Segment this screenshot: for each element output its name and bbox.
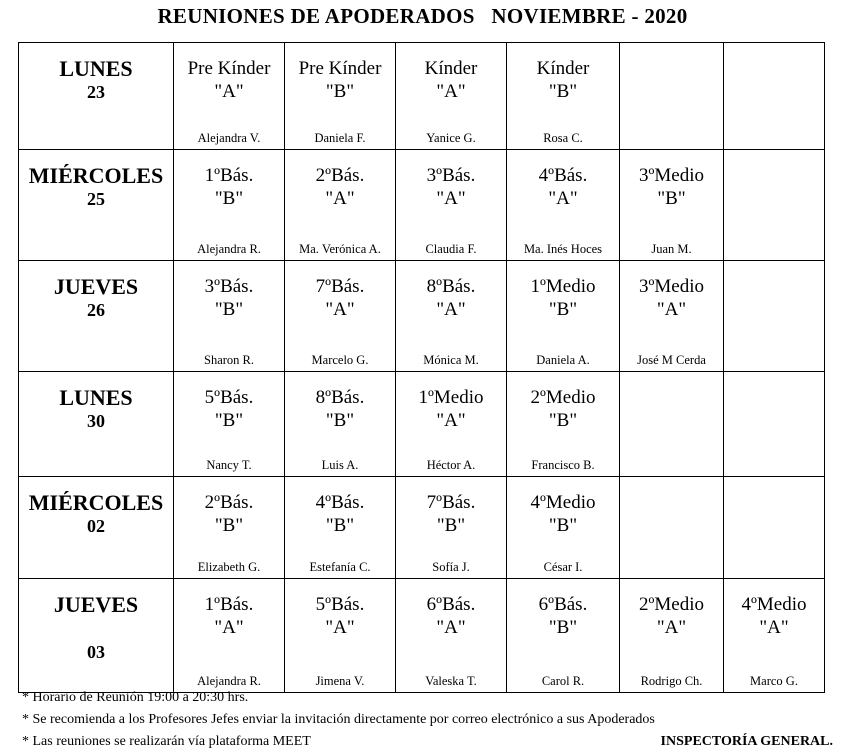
teacher-name: Sharon R.	[204, 353, 254, 367]
course-cell	[620, 372, 724, 477]
course-cell	[724, 150, 825, 261]
day-name: MIÉRCOLES	[28, 490, 164, 515]
course-name: 2ºMedio	[530, 387, 596, 408]
day-date: 26	[87, 300, 105, 320]
course-cell	[507, 579, 620, 693]
day-name: LUNES	[59, 56, 133, 81]
schedule-row	[19, 261, 825, 372]
course-section: "B"	[325, 410, 355, 431]
day-date: 03	[87, 642, 105, 662]
course-name: 6ºBás.	[538, 594, 588, 615]
course-cell	[396, 43, 507, 150]
day-date: 25	[87, 189, 105, 209]
day-cell	[19, 372, 174, 477]
course-section: "A"	[656, 299, 687, 320]
course-cell	[174, 150, 285, 261]
course-cell	[285, 372, 396, 477]
day-cell	[19, 579, 174, 693]
course-section: "A"	[325, 299, 355, 320]
teacher-name: Yanice G.	[426, 131, 476, 145]
course-section: "B"	[325, 515, 355, 536]
course-section: "A"	[759, 617, 789, 638]
course-section: "B"	[214, 515, 244, 536]
course-name: 5ºBás.	[204, 387, 254, 408]
teacher-name: César I.	[543, 560, 583, 574]
day-cell	[19, 150, 174, 261]
day-name: MIÉRCOLES	[28, 163, 164, 188]
course-cell	[285, 477, 396, 579]
course-section: "A"	[548, 188, 578, 209]
course-name: 4ºBás.	[315, 492, 365, 513]
teacher-name: Jimena V.	[315, 674, 365, 688]
teacher-name: Marco G.	[750, 674, 798, 688]
course-name: 5ºBás.	[315, 594, 365, 615]
teacher-name: Rodrigo Ch.	[640, 674, 703, 688]
course-cell	[174, 261, 285, 372]
course-cell	[620, 261, 724, 372]
course-section: "B"	[548, 617, 578, 638]
course-name: 6ºBás.	[426, 594, 476, 615]
teacher-name: Juan M.	[651, 242, 692, 256]
schedule-row	[19, 150, 825, 261]
page-title: REUNIONES DE APODERADOS NOVIEMBRE - 2020	[157, 4, 688, 28]
meeting-schedule-table	[18, 42, 825, 693]
teacher-name: Alejandra V.	[197, 131, 261, 145]
course-section: "A"	[325, 188, 355, 209]
course-name: 2ºMedio	[639, 594, 704, 615]
teacher-name: Valeska T.	[425, 674, 477, 688]
course-cell	[724, 43, 825, 150]
course-name: 8ºBás.	[426, 276, 476, 297]
teacher-name: Alejandra R.	[197, 674, 261, 688]
day-name: LUNES	[59, 385, 133, 410]
schedule-row	[19, 43, 825, 150]
course-cell	[507, 261, 620, 372]
course-section: "A"	[214, 617, 244, 638]
course-name: 1ºMedio	[418, 387, 484, 408]
course-section: "A"	[436, 617, 466, 638]
course-cell	[396, 477, 507, 579]
course-name: 4ºBás.	[538, 165, 588, 186]
course-section: "B"	[548, 515, 578, 536]
course-name: Kínder	[536, 58, 590, 79]
teacher-name: Sofía J.	[432, 560, 470, 574]
course-name: 7ºBás.	[315, 276, 365, 297]
course-section: "B"	[657, 188, 686, 209]
course-section: "A"	[214, 81, 244, 102]
day-name: JUEVES	[53, 592, 139, 617]
course-section: "B"	[214, 188, 244, 209]
course-section: "A"	[436, 410, 466, 431]
course-section: "B"	[325, 81, 355, 102]
course-section: "A"	[656, 617, 687, 638]
course-section: "A"	[436, 81, 466, 102]
course-name: 3ºBás.	[204, 276, 254, 297]
schedule-row	[19, 579, 825, 693]
course-section: "B"	[436, 515, 466, 536]
course-name: 3ºBás.	[426, 165, 476, 186]
note-schedule-time: * Horario de Reunión 19:00 a 20:30 hrs.	[22, 690, 249, 705]
teacher-name: Ma. Inés Hoces	[523, 242, 603, 256]
teacher-name: José M Cerda	[637, 353, 706, 367]
course-name: Kínder	[424, 58, 478, 79]
course-cell	[620, 43, 724, 150]
course-name: 4ºMedio	[741, 594, 807, 615]
schedule-row	[19, 477, 825, 579]
course-name: 3ºMedio	[639, 276, 704, 297]
course-section: "B"	[548, 299, 578, 320]
course-section: "B"	[548, 410, 578, 431]
course-cell	[396, 579, 507, 693]
course-cell	[174, 579, 285, 693]
course-section: "A"	[436, 299, 466, 320]
course-name: Pre Kínder	[298, 58, 382, 79]
teacher-name: Rosa C.	[543, 131, 583, 145]
teacher-name: Marcelo G.	[311, 353, 369, 367]
teacher-name: Héctor A.	[426, 458, 476, 472]
day-cell	[19, 477, 174, 579]
day-date: 30	[87, 411, 105, 431]
course-cell	[285, 43, 396, 150]
teacher-name: Carol R.	[541, 674, 585, 688]
day-name: JUEVES	[53, 274, 139, 299]
course-cell	[507, 150, 620, 261]
course-cell	[620, 579, 724, 693]
teacher-name: Estefanía C.	[309, 560, 371, 574]
course-name: 3ºMedio	[639, 165, 704, 186]
course-cell	[507, 372, 620, 477]
course-name: 2ºBás.	[315, 165, 365, 186]
course-name: 7ºBás.	[426, 492, 476, 513]
course-cell	[285, 261, 396, 372]
course-section: "B"	[214, 299, 244, 320]
day-date: 23	[87, 82, 105, 102]
course-name: Pre Kínder	[187, 58, 271, 79]
course-cell	[724, 261, 825, 372]
course-cell	[724, 477, 825, 579]
teacher-name: Alejandra R.	[197, 242, 261, 256]
course-cell	[620, 477, 724, 579]
course-cell	[285, 150, 396, 261]
teacher-name: Francisco B.	[531, 458, 595, 472]
course-cell	[174, 372, 285, 477]
course-cell	[285, 579, 396, 693]
course-section: "A"	[325, 617, 355, 638]
teacher-name: Elizabeth G.	[197, 560, 261, 574]
teacher-name: Claudia F.	[425, 242, 477, 256]
course-name: 1ºBás.	[204, 165, 254, 186]
teacher-name: Mónica M.	[423, 353, 479, 367]
note-invitation: * Se recomienda a los Profesores Jefes enviar la invitación directamente por correo electrónico a sus Apoderados	[22, 712, 655, 727]
course-name: 1ºBás.	[204, 594, 254, 615]
signoff: INSPECTORÍA GENERAL.	[660, 734, 833, 749]
teacher-name: Daniela A.	[536, 353, 590, 367]
course-cell	[174, 477, 285, 579]
course-name: 4ºMedio	[530, 492, 596, 513]
course-cell	[396, 372, 507, 477]
course-cell	[396, 150, 507, 261]
day-date: 02	[87, 516, 105, 536]
day-cell	[19, 261, 174, 372]
course-cell	[724, 372, 825, 477]
course-section: "A"	[436, 188, 466, 209]
day-cell	[19, 43, 174, 150]
course-cell	[507, 477, 620, 579]
course-cell	[174, 43, 285, 150]
teacher-name: Nancy T.	[206, 458, 252, 472]
teacher-name: Luis A.	[321, 458, 359, 472]
course-cell	[620, 150, 724, 261]
course-section: "B"	[214, 410, 244, 431]
course-name: 2ºBás.	[204, 492, 254, 513]
course-name: 8ºBás.	[315, 387, 365, 408]
teacher-name: Daniela F.	[314, 131, 366, 145]
note-platform: * Las reuniones se realizarán vía plataforma MEET	[22, 734, 311, 749]
schedule-row	[19, 372, 825, 477]
course-section: "B"	[548, 81, 578, 102]
course-cell	[396, 261, 507, 372]
course-cell	[724, 579, 825, 693]
course-cell	[507, 43, 620, 150]
teacher-name: Ma. Verónica A.	[299, 242, 381, 256]
course-name: 1ºMedio	[530, 276, 596, 297]
